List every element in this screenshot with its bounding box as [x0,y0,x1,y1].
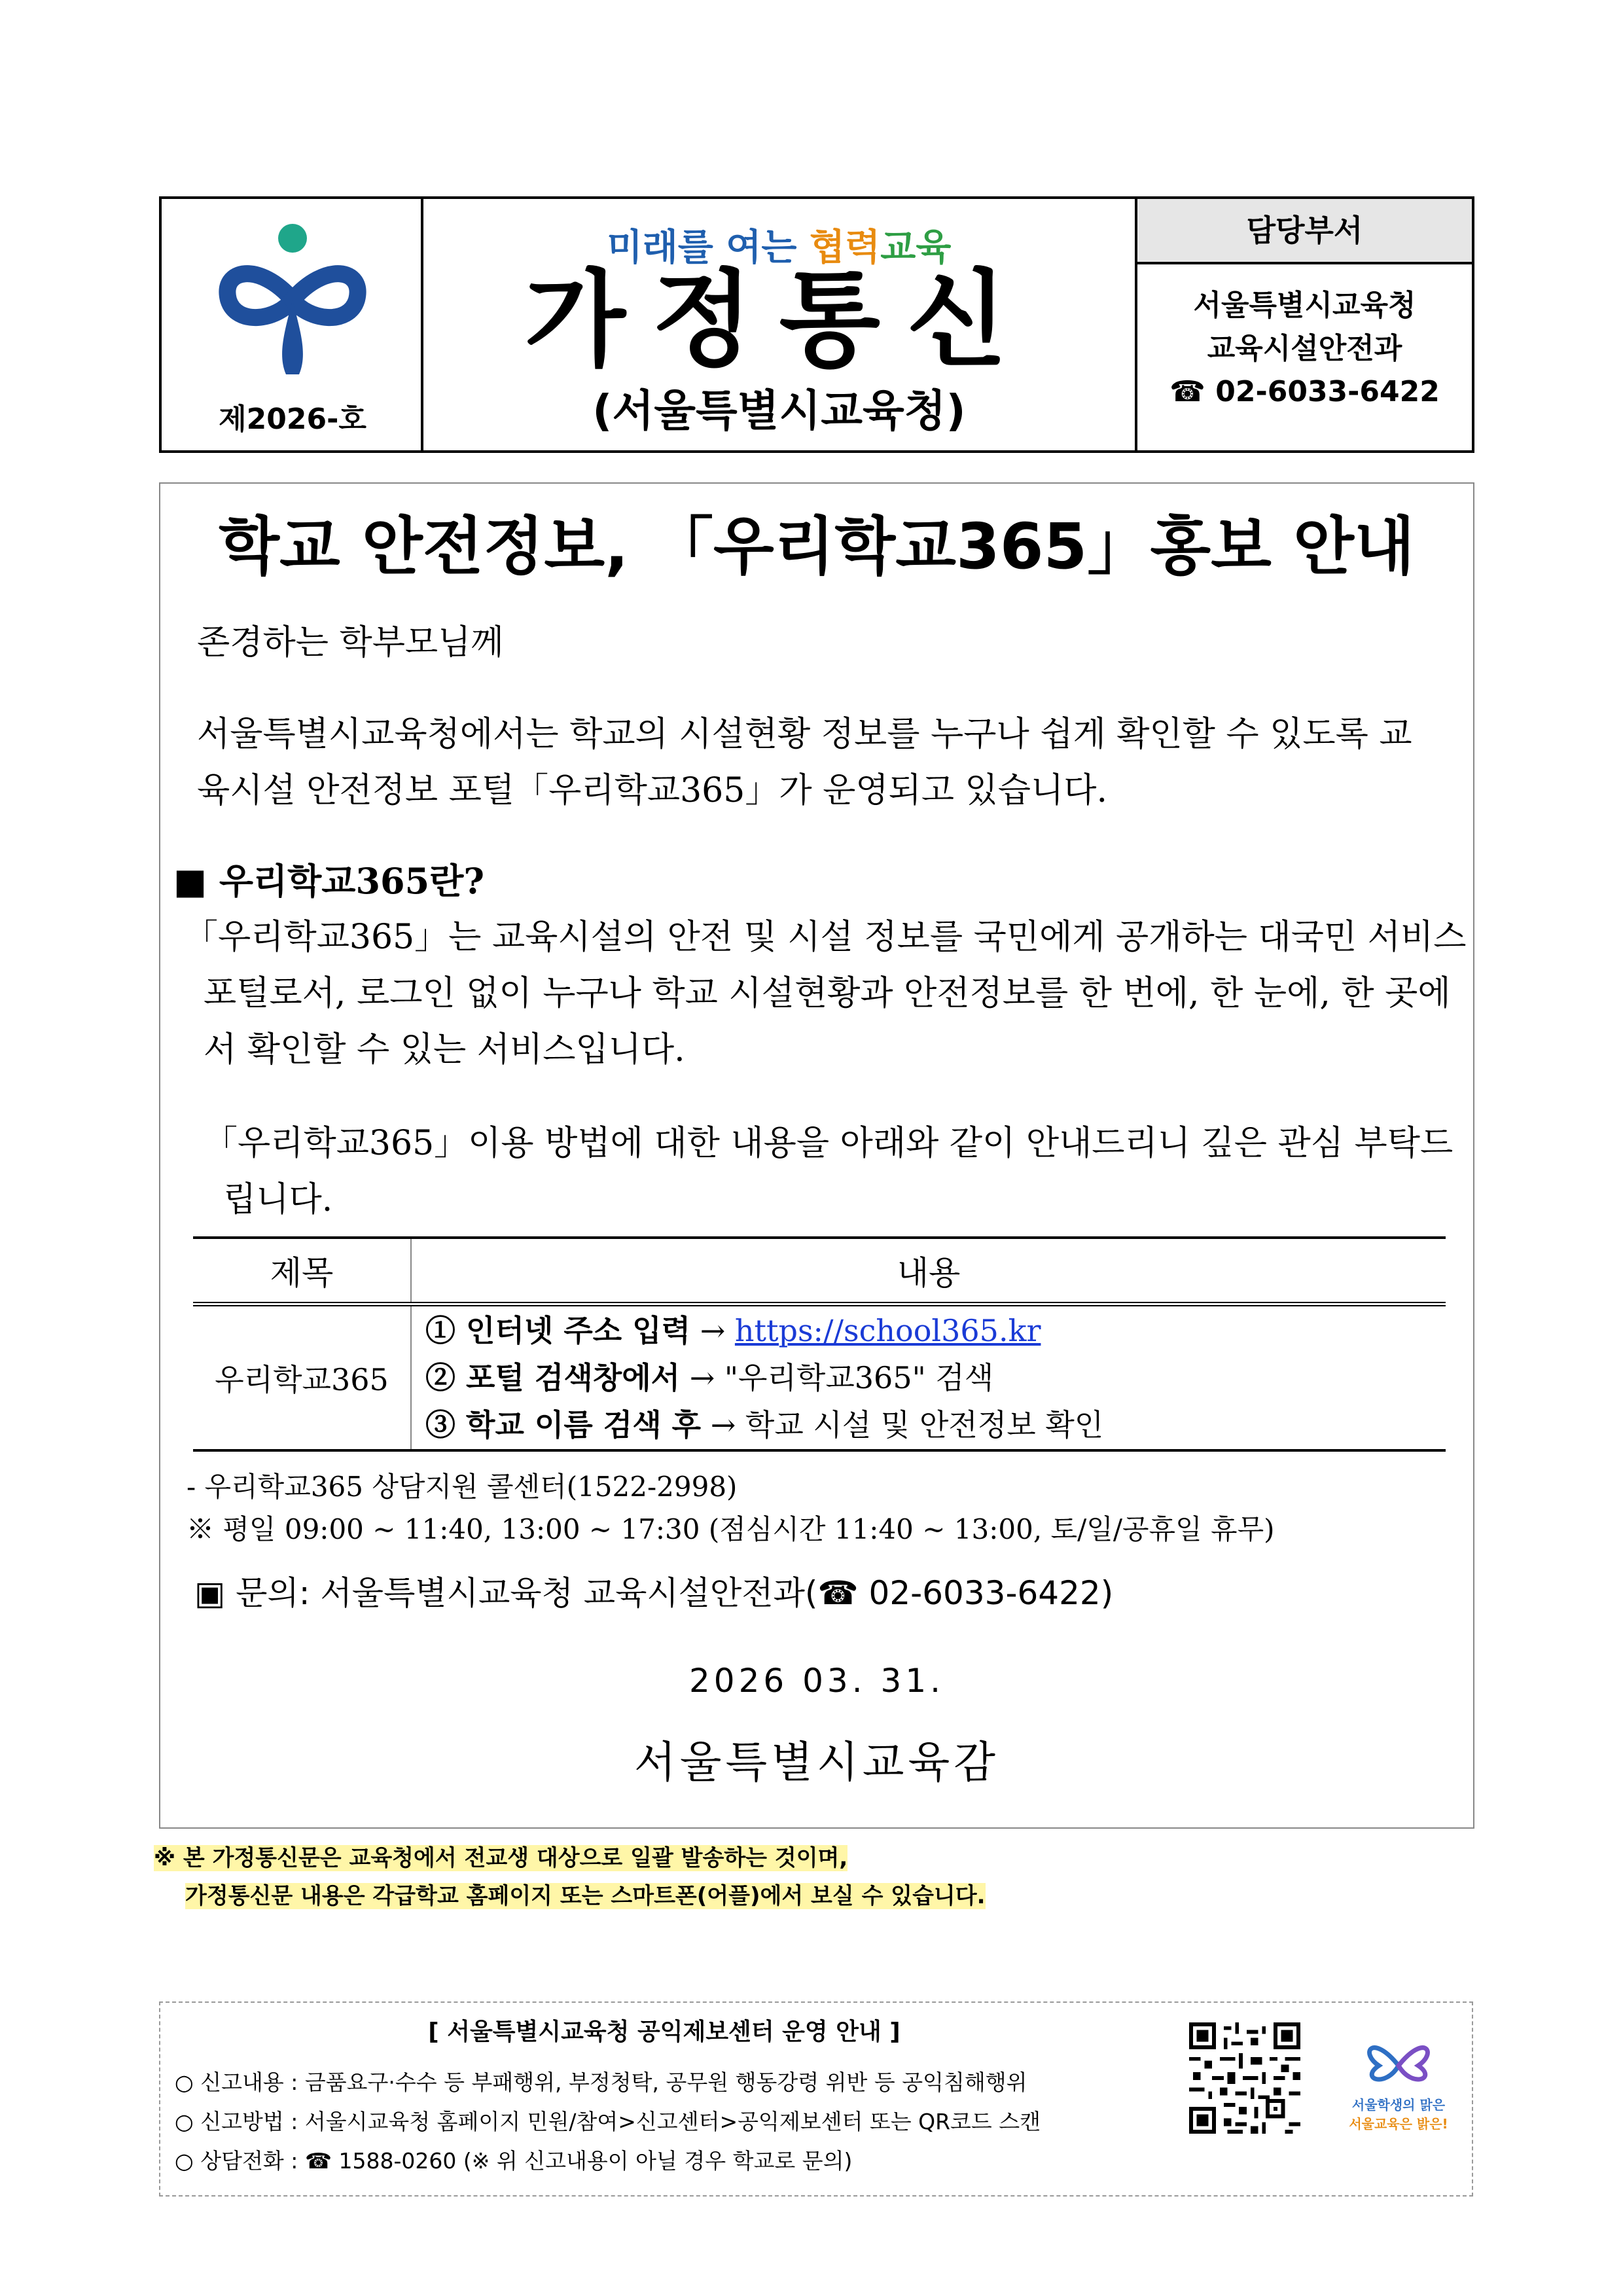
issue-date: 2026 03. 31. [688,1662,945,1700]
step-3-arrow: → [701,1407,745,1443]
footnote-line1: ※ 본 가정통신문은 교육청에서 전교생 대상으로 일괄 발송하는 것이며, [154,1845,848,1871]
greeting: 존경하는 학부모님께 [197,623,504,662]
whistleblower-title: [ 서울특별시교육청 공익제보센터 운영 안내 ] [428,2018,901,2045]
intro-paragraph: 서울특별시교육청에서는 학교의 시설현황 정보를 누구나 쉽게 확인할 수 있도록 교육시설 안전정보 포털「우리학교365」가 운영되고 있습니다. [197,715,1412,810]
contact-info: ▣ 문의: 서울특별시교육청 교육시설안전과(☎ 02-6033-6422) [194,1574,1114,1612]
list-item: ○ 상담전화 : ☎ 1588-0260 (※ 위 신고내용이 아닐 경우 학교로 문의) [175,2148,853,2174]
call-center-note: - 우리학교365 상담지원 콜센터(1522-2998) [187,1471,738,1503]
main-box [159,482,1474,1829]
department-cell [1137,199,1472,450]
logo-cell [162,199,423,450]
step-2 [412,1354,1445,1401]
info-table [193,1236,1446,1452]
section-heading: ■ 우리학교365란? [173,860,485,902]
table-header-row [193,1238,1446,1304]
newsletter-subtitle: (서울특별시교육청) [592,386,966,436]
step-1-arrow: → [690,1313,735,1348]
whistleblower-box [159,2001,1473,2197]
usage-paragraph: 「우리학교365」이용 방법에 대한 내용을 아래와 같이 안내드리니 깊은 관심 부탁드립니다. [204,1124,1454,1219]
slogan-part3: 교육 [880,226,952,269]
step-1 [412,1307,1445,1354]
table-row [193,1304,1446,1451]
issuer: 서울특별시교육감 [633,1737,1000,1787]
step-2-arrow: → [680,1360,724,1395]
department-division: 교육시설안전과 [1207,332,1402,365]
department-label: 담당부서 [1137,199,1472,264]
department-phone: ☎ 02-6033-6422 [1169,375,1440,408]
list-item: ○ 신고방법 : 서울시교육청 홈페이지 민원/참여>신고센터>공익제보센터 또는 QR코드 스캔 [175,2109,1041,2134]
slogan-part2: 협력 [810,226,881,269]
campaign-text-2: 서울교육은 밝은! [1349,2116,1448,2132]
campaign-logo [1346,2026,1451,2138]
qr-code-icon[interactable] [1189,2022,1300,2134]
step-3 [412,1401,1445,1448]
footnote [154,1839,986,1915]
department-info [1137,284,1472,414]
school365-link[interactable]: https://school365.kr [734,1313,1041,1348]
step-1-label: ① 인터넷 주소 입력 [425,1313,691,1348]
footnote-line2: 가정통신문 내용은 각급학교 홈페이지 또는 스마트폰(어플)에서 보실 수 있습니다. [185,1883,986,1909]
step-3-label: ③ 학교 이름 검색 후 [425,1407,702,1443]
department-office: 서울특별시교육청 [1193,289,1416,322]
newsletter-title: 가정통신 [524,259,1034,381]
butterfly-icon [1346,2026,1451,2092]
hours-note: ※ 평일 09:00 ~ 11:40, 13:00 ~ 17:30 (점심시간 11:40 ~ 13:00, 토/일/공휴일 휴무) [187,1513,1275,1545]
step-2-text: "우리학교365" 검색 [724,1360,994,1395]
whistleblower-list [175,2063,1041,2181]
table-row-title: 우리학교365 [193,1304,411,1451]
campaign-text-1: 서울학생의 맑은 [1351,2097,1446,2113]
slogan-part1: 미래를 여는 [607,226,810,269]
document-title: 학교 안전정보, 「우리학교365」홍보 안내 [219,510,1415,583]
issue-number: 제2026-호 [219,403,366,436]
table-header-content: 내용 [411,1238,1446,1304]
title-cell [423,199,1137,450]
table-header-title: 제목 [193,1238,411,1304]
description-paragraph: 「우리학교365」는 교육시설의 안전 및 시설 정보를 국민에게 공개하는 대국민 서비스 포털로서, 로그인 없이 누구나 학교 시설현황과 안전정보를 한 번에, 한 눈에, 한 곳에서 확인할 수 있는 서비스입니다. [184,918,1467,1069]
table-row-steps [411,1304,1446,1451]
list-item: ○ 신고내용 : 금품요구·수수 등 부패행위, 부정청탁, 공무원 행동강령 위반 등 공익침해행위 [175,2070,1027,2095]
seoul-education-logo-icon [214,223,371,380]
step-2-label: ② 포털 검색창에서 [425,1360,681,1395]
header-box [159,196,1474,453]
step-3-text: 학교 시설 및 안전정보 확인 [745,1407,1104,1443]
